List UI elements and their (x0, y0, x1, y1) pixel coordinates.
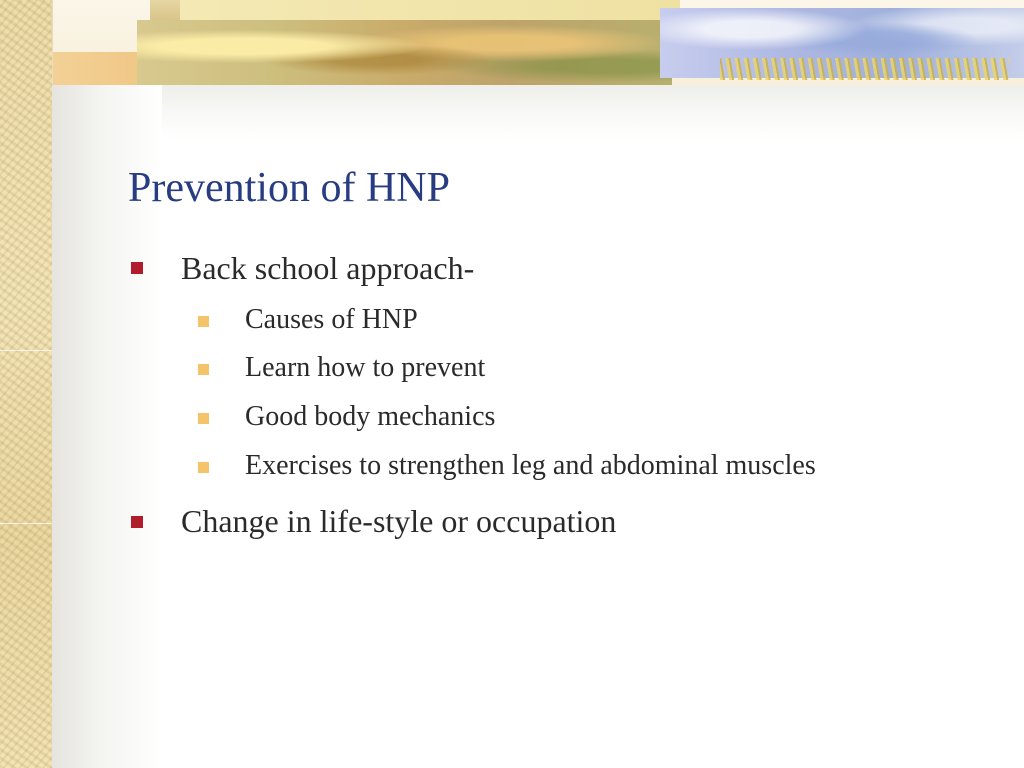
bullet-item: Change in life-style or occupation (181, 503, 617, 539)
square-bullet-icon (131, 516, 143, 528)
sub-bullet-item: Causes of HNP (245, 304, 418, 335)
square-bullet-icon (198, 316, 209, 327)
sub-bullet-item: Good body mechanics (245, 401, 496, 432)
square-bullet-icon (198, 413, 209, 424)
sub-bullet-item: Learn how to prevent (245, 352, 486, 383)
sub-bullet-item: Exercises to strengthen leg and abdominal muscles (245, 450, 816, 481)
slide-title: Prevention of HNP (128, 165, 450, 211)
square-bullet-icon (198, 462, 209, 473)
square-bullet-icon (131, 262, 143, 274)
square-bullet-icon (198, 364, 209, 375)
bullet-item: Back school approach- (181, 250, 475, 286)
